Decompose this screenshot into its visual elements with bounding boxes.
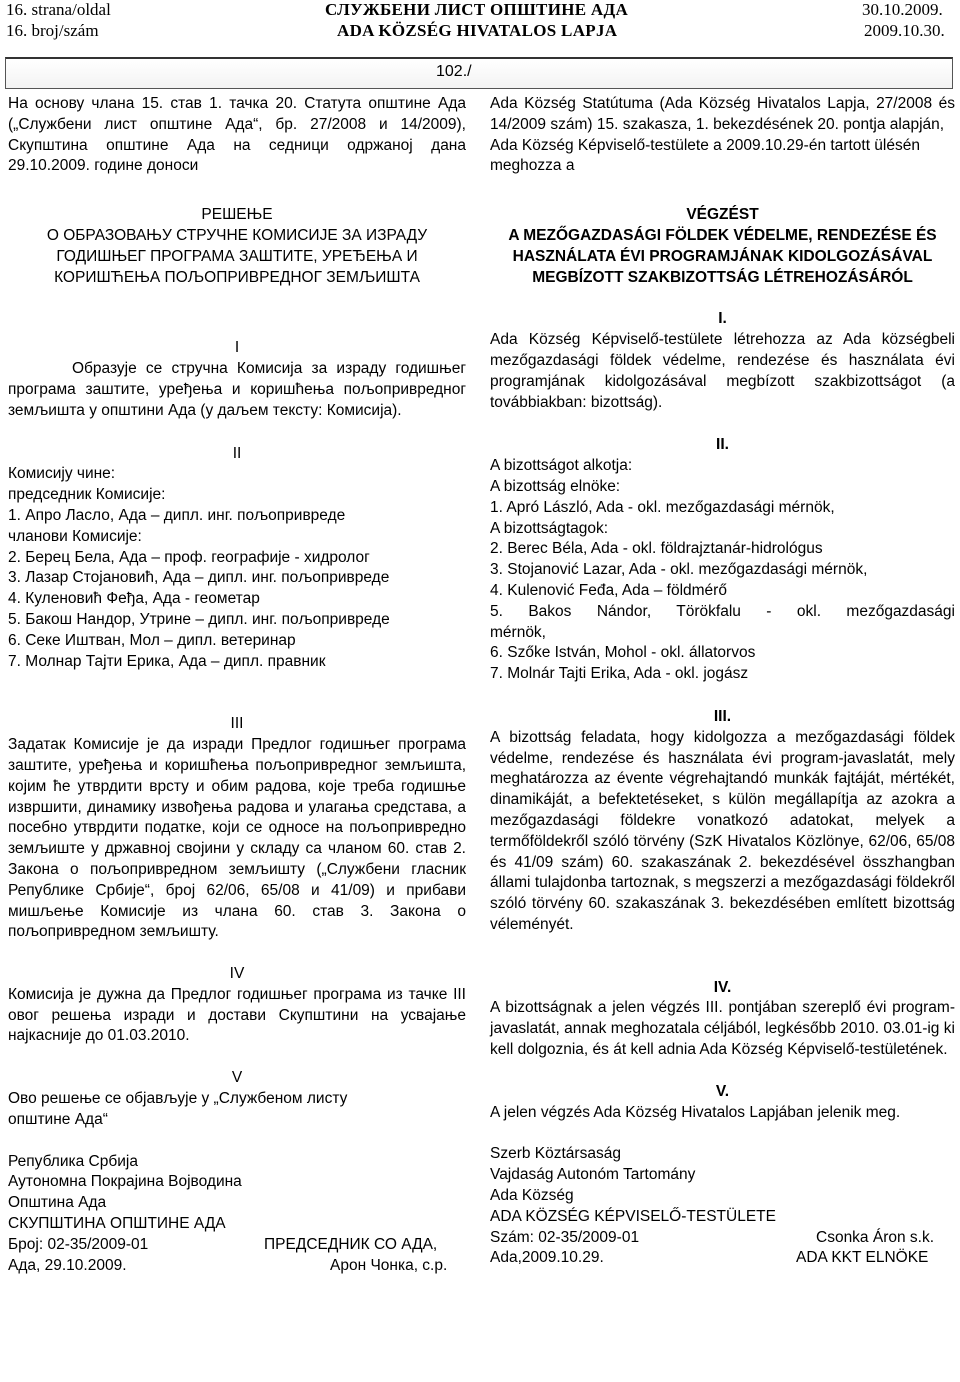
section-number: 102./ — [436, 63, 472, 80]
hu-member-line: 5. Bakos Nándor, Törökfalu - okl. mezőgazdasági — [490, 602, 955, 620]
sr-section-4-heading: IV — [229, 965, 245, 983]
hu-section-5-heading: V. — [715, 1082, 730, 1100]
hu-member-line: 1. Apró László, Ada - okl. mezőgazdasági mérnök, — [490, 498, 835, 516]
sr-place-date: Ада, 29.10.2009. — [8, 1256, 127, 1274]
hu-section-1-heading: I. — [718, 310, 727, 328]
sr-members-list — [8, 464, 466, 672]
hu-member-line: mérnök, — [490, 623, 546, 641]
sr-document-number: Број: 02-35/2009-01 — [8, 1235, 149, 1253]
hu-place-date: Ada,2009.10.29. — [490, 1249, 604, 1267]
hu-member-line: 7. Molnár Tajti Erika, Ada - okl. jogász — [490, 665, 749, 683]
hu-signature-block — [490, 1144, 955, 1269]
sr-member-line: Комисију чине: — [8, 465, 116, 483]
hu-preamble-2: Ada Község Képviselő-testülete a 2009.10.29-én tartott ülésén meghozza a — [490, 136, 920, 175]
sr-president-title: ПРЕДСЕДНИК СО АДА, — [264, 1235, 438, 1253]
sr-signature-block — [8, 1152, 466, 1277]
hu-president-title: ADA KKT ELNÖKE — [796, 1249, 929, 1267]
hu-section-4-heading: IV. — [713, 978, 732, 996]
hu-section-3-text: A bizottság feladata, hogy kidolgozza a mezőgazdasági földek védelme, rendezése és használata évi program-javaslatát, mely meghatározza az évente végrehajtandó munkák fajtáját, mértékét, dinamikáját, a befektetéseket, s külön megállapítja az azokra a mezőgazdasági földekre vonatkozó adatokat, melyek a termőföldekről szóló törvény (SzK Hivatalos Közlönye, 62/06, 65/08 és 41/09 szám) 60. szakaszának 2. bekezdésével összhangban állami tulajdonba tartoznak, s megszerzi a mezőgazdasági földekről szóló törvény 60. szakaszának 3. bekezdésében említett bizottság véleményét. — [490, 728, 955, 933]
page-header — [0, 0, 960, 42]
sr-signature-line: Општина Ада — [8, 1194, 107, 1212]
sr-section-5-heading: V — [231, 1069, 243, 1087]
sr-preamble: На основу члана 15. став 1. тачка 20. Статута општине Ада („Службени лист општине Ада“, бр. 27/2008 и 14/2009), Скупштина општине Ада на седници одржаној дана 29.10.2009. године доноси — [8, 95, 466, 175]
sr-president-name: Арон Чонка, с.р. — [330, 1256, 448, 1274]
section-number-bar — [5, 57, 953, 89]
hu-signature-line: ADA KÖZSÉG KÉPVISELŐ-TESTÜLETE — [490, 1207, 776, 1225]
hu-member-line: A bizottság elnöke: — [490, 477, 621, 495]
hu-decision-subtitle: A MEZŐGAZDASÁGI FÖLDEK VÉDELME, RENDEZÉSE ÉS HASZNÁLATA ÉVI PROGRAMJÁNAK KIDOLGOZÁSÁVAL MEGBÍZOTT SZAKBIZOTTSÁG LÉTREHOZÁSÁRÓL — [508, 226, 937, 286]
hungarian-column — [490, 94, 955, 1269]
hu-section-1-text: Ada Község Képviselő-testülete létrehozza az Ada községbeli mezőgazdasági földek védelme, rendezése és használata évi programjának kidolgozásával megbízott szakbizottságot (a továbbiakban: bizottság). — [490, 331, 955, 411]
sr-decision-title: РЕШЕЊЕ — [201, 206, 273, 224]
hu-member-line: 6. Szőke István, Mohol - okl. állatorvos — [490, 644, 756, 662]
sr-section-2-heading: II — [232, 444, 242, 462]
sr-signature-line: Аутономна Покрајина Војводина — [8, 1173, 242, 1191]
hu-member-line: 4. Kulenović Feđa, Ada – földmérő — [490, 581, 727, 599]
sr-member-line: 5. Бакош Нандор, Утрине – дипл. инг. пољопривреде — [8, 610, 390, 628]
hu-signature-line: Ada Község — [490, 1187, 574, 1205]
serbian-column — [8, 94, 466, 1276]
hu-decision-title: VÉGZÉST — [686, 206, 759, 224]
sr-decision-subtitle: О ОБРАЗОВАЊУ СТРУЧНЕ КОМИСИЈЕ ЗА ИЗРАДУ ГОДИШЊЕГ ПРОГРАМА ЗАШТИТЕ, УРЕЂЕЊА И КОРИШЋЕЊА ПОЉОПРИВРЕДНОГ ЗЕМЉИШТА — [46, 226, 428, 286]
hu-section-5-text: A jelen végzés Ada Község Hivatalos Lapjában jelenik meg. — [490, 1103, 901, 1121]
hu-signature-line: Vajdaság Autonóm Tartomány — [490, 1166, 696, 1184]
sr-member-line: 1. Апро Ласло, Ада – дипл. инг. пољопривреде — [8, 506, 346, 524]
sr-section-1-text: Образује се стручна Комисија за израду годишњег програма заштите, уређења и коришћења пољопривредног земљишта у општини Ада (у даљем тексту: Комисија). — [8, 360, 466, 419]
hu-members-list — [490, 456, 955, 685]
sr-section-3-text: Задатак Комисије је да изради Предлог годишњег програма заштите, уређења и коришћења пољопривредног земљишта, којим ће утврдити врсту и обим радова, које треба годишње извршити, динамику извођења радова и улагања средстава, а посебно утврдити податке, који се односе на пољопривредно земљиште у државној својини у складу са чланом 60. став 2. Закона о пољопривредном земљишту („Службени гласник Републике Србије“, број 62/06, 65/08 и 41/09) и прибави мишљење Комисије из члана 60. став 3. Закона о пољопривредном земљишту. — [8, 736, 466, 941]
gazette-title-hu: ADA KÖZSÉG HIVATALOS LAPJA — [337, 21, 618, 40]
sr-section-4-text: Комисија је дужна да Предлог годишњег програма из тачке III овог решења изради и достави Скупштини на усвајање најкасније до 01.03.2010. — [8, 985, 466, 1045]
hu-section-3-heading: III. — [713, 707, 732, 725]
hu-signature-line: Szerb Köztársaság — [490, 1145, 621, 1163]
hu-section-4-text: A bizottságnak a jelen végzés III. pontjában szereplő évi program-javaslatát, annak meghozatala céljából, legkésőbb 2010. 03.01-ig ki kell dolgoznia, és át kell adnia Ada Község Képviselő-testületének. — [490, 999, 955, 1059]
hu-section-2-heading: II. — [716, 436, 729, 454]
sr-member-line: чланови Комисије: — [8, 527, 142, 545]
issue-date-sr: 30.10.2009. — [862, 0, 943, 19]
issue-number-label: 16. broj/szám — [6, 21, 99, 40]
hu-member-line: A bizottságtagok: — [490, 519, 609, 537]
sr-section-5-text: Ово решење се објављује у „Службеном листу општине Ада“ — [8, 1090, 348, 1128]
hu-member-line: 2. Berec Béla, Ada - okl. földrajztanár-hidrológus — [490, 540, 823, 558]
sr-member-line: 2. Берец Бела, Ада – проф. географије - хидролог — [8, 548, 370, 566]
sr-section-3-heading: III — [230, 715, 244, 733]
gazette-title-sr: СЛУЖБЕНИ ЛИСТ ОПШТИНЕ АДА — [325, 0, 629, 19]
sr-member-line: 3. Лазар Стојановић, Ада – дипл. инг. пољопривреде — [8, 569, 390, 587]
issue-date-hu: 2009.10.30. — [864, 21, 945, 40]
sr-member-line: 6. Секе Иштван, Мол – дипл. ветеринар — [8, 631, 296, 649]
sr-member-line: 4. Куленовић Феђа, Ада - геометар — [8, 590, 260, 608]
hu-member-line: A bizottságot alkotja: — [490, 457, 633, 475]
page-number-label: 16. strana/oldal — [6, 0, 111, 19]
hu-president-name: Csonka Áron s.k. — [816, 1228, 935, 1246]
sr-member-line: 7. Молнар Тајти Ерика, Ада – дипл. правник — [8, 652, 326, 670]
sr-signature-line: Република Србија — [8, 1152, 138, 1170]
sr-signature-line: СКУПШТИНА ОПШТИНЕ АДА — [8, 1215, 226, 1233]
sr-member-line: председник Комисије: — [8, 486, 166, 504]
hu-member-line: 3. Stojanović Lazar, Ada - okl. mezőgazdasági mérnök, — [490, 561, 868, 579]
sr-section-1-heading: I — [234, 339, 240, 357]
hu-document-number: Szám: 02-35/2009-01 — [490, 1228, 640, 1246]
hu-preamble-1: Ada Község Statútuma (Ada Község Hivatalos Lapja, 27/2008 és 14/2009 szám) 15. szakasza, 1. bekezdésének 20. pontja alapján, — [490, 95, 955, 133]
